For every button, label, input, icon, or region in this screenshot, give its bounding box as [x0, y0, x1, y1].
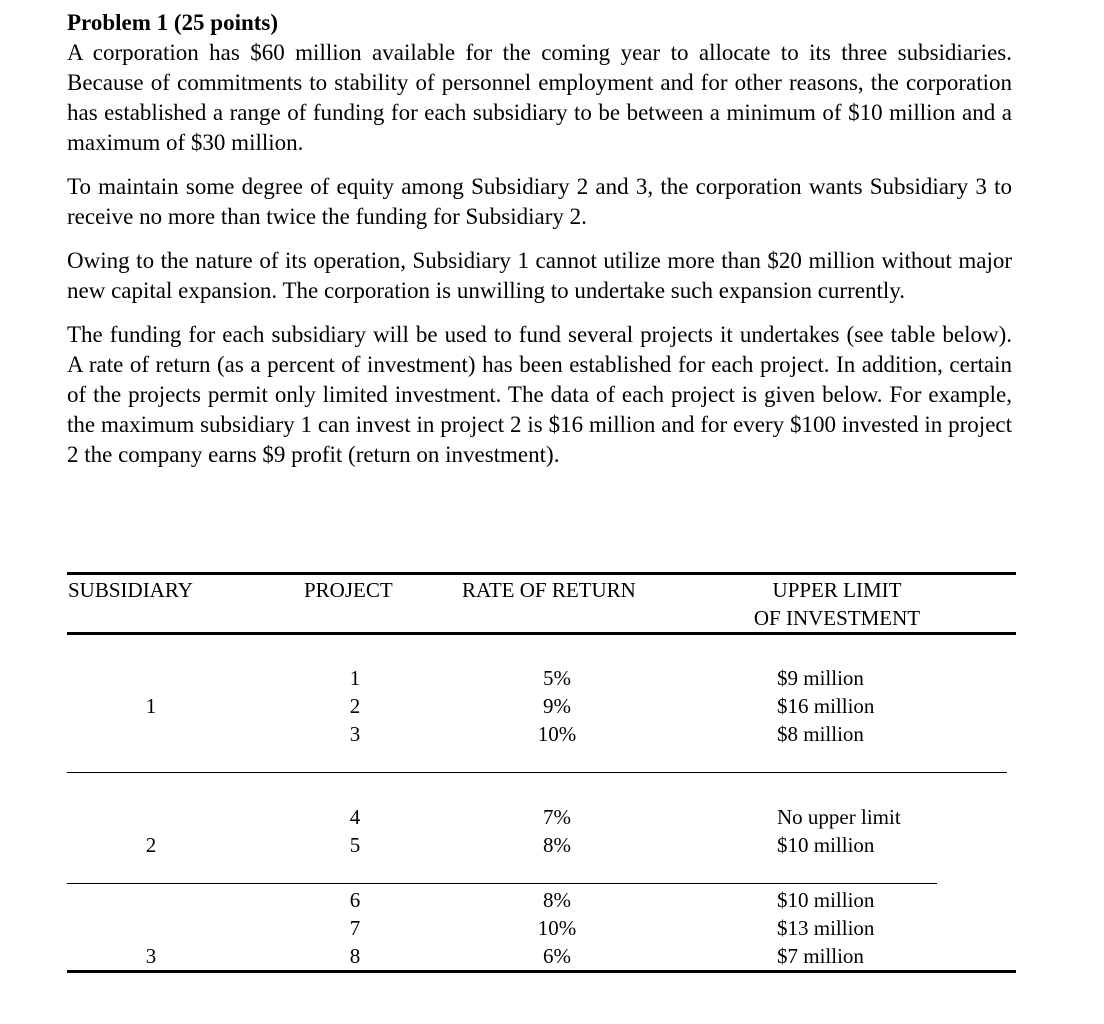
limit-cell: $16 million: [777, 694, 875, 718]
limit-cell: $10 million: [777, 833, 875, 857]
header-upper-limit-line2: OF INVESTMENT: [753, 606, 921, 630]
rate-cell: 6%: [543, 944, 571, 968]
rate-cell: 8%: [543, 833, 571, 857]
paragraph-funding: A corporation has $60 million available for the coming year to allocate to its three subsidiaries. Because of commitments to stability of personnel employment and for other reasons, the corporation has established a range of funding for each subsidiary to be between a minimum of $10 million and a maximum of $30 million.: [67, 40, 1012, 155]
subsidiary-cell: 1: [145, 694, 157, 718]
rate-cell: 7%: [543, 805, 571, 829]
project-cell: 8: [349, 944, 361, 968]
rate-cell: 8%: [543, 888, 571, 912]
project-table: [67, 572, 1016, 974]
rate-cell: 9%: [543, 694, 571, 718]
problem-text: [67, 8, 1012, 470]
table-header-rule: [67, 632, 1016, 635]
project-cell: 5: [349, 833, 361, 857]
project-cell: 2: [349, 694, 361, 718]
project-cell: 1: [349, 666, 361, 690]
rate-cell: 10%: [537, 916, 577, 940]
limit-cell: $13 million: [777, 916, 875, 940]
paragraph-subsidiary-1-limit: Owing to the nature of its operation, Subsidiary 1 cannot utilize more than $20 million without major new capital expansion. The corporation is unwilling to undertake such expansion currently.: [67, 248, 1012, 303]
rate-cell: 5%: [543, 666, 571, 690]
rate-cell: 10%: [537, 722, 577, 746]
paragraph-equity: To maintain some degree of equity among Subsidiary 2 and 3, the corporation wants Subsidiary 3 to receive no more than twice the funding for Subsidiary 2.: [67, 174, 1012, 229]
project-cell: 4: [349, 805, 361, 829]
paragraph-projects: The funding for each subsidiary will be used to fund several projects it undertakes (see table below). A rate of return (as a percent of investment) has been established for each project. In addition, certain of the projects permit only limited investment. The data of each project is given below. For example, the maximum subsidiary 1 can invest in project 2 is $16 million and for every $100 invested in project 2 the company earns $9 profit (return on investment).: [67, 322, 1012, 467]
header-upper-limit-line1: UPPER LIMIT: [772, 578, 902, 602]
header-subsidiary: SUBSIDIARY: [68, 578, 193, 602]
group-divider-1: [67, 772, 1007, 773]
project-cell: 6: [349, 888, 361, 912]
project-cell: 7: [349, 916, 361, 940]
subsidiary-cell: 3: [145, 944, 157, 968]
problem-title: Problem 1 (25 points): [67, 10, 279, 35]
group-divider-2: [67, 883, 937, 884]
limit-cell: $10 million: [777, 888, 875, 912]
project-cell: 3: [349, 722, 361, 746]
table-top-rule: [67, 572, 1016, 575]
limit-cell: $7 million: [777, 944, 864, 968]
subsidiary-cell: 2: [145, 833, 157, 857]
header-rate-of-return: RATE OF RETURN: [462, 578, 636, 602]
limit-cell: No upper limit: [777, 805, 901, 829]
header-project: PROJECT: [304, 578, 393, 602]
limit-cell: $9 million: [777, 666, 864, 690]
limit-cell: $8 million: [777, 722, 864, 746]
table-bottom-rule: [67, 970, 1016, 973]
